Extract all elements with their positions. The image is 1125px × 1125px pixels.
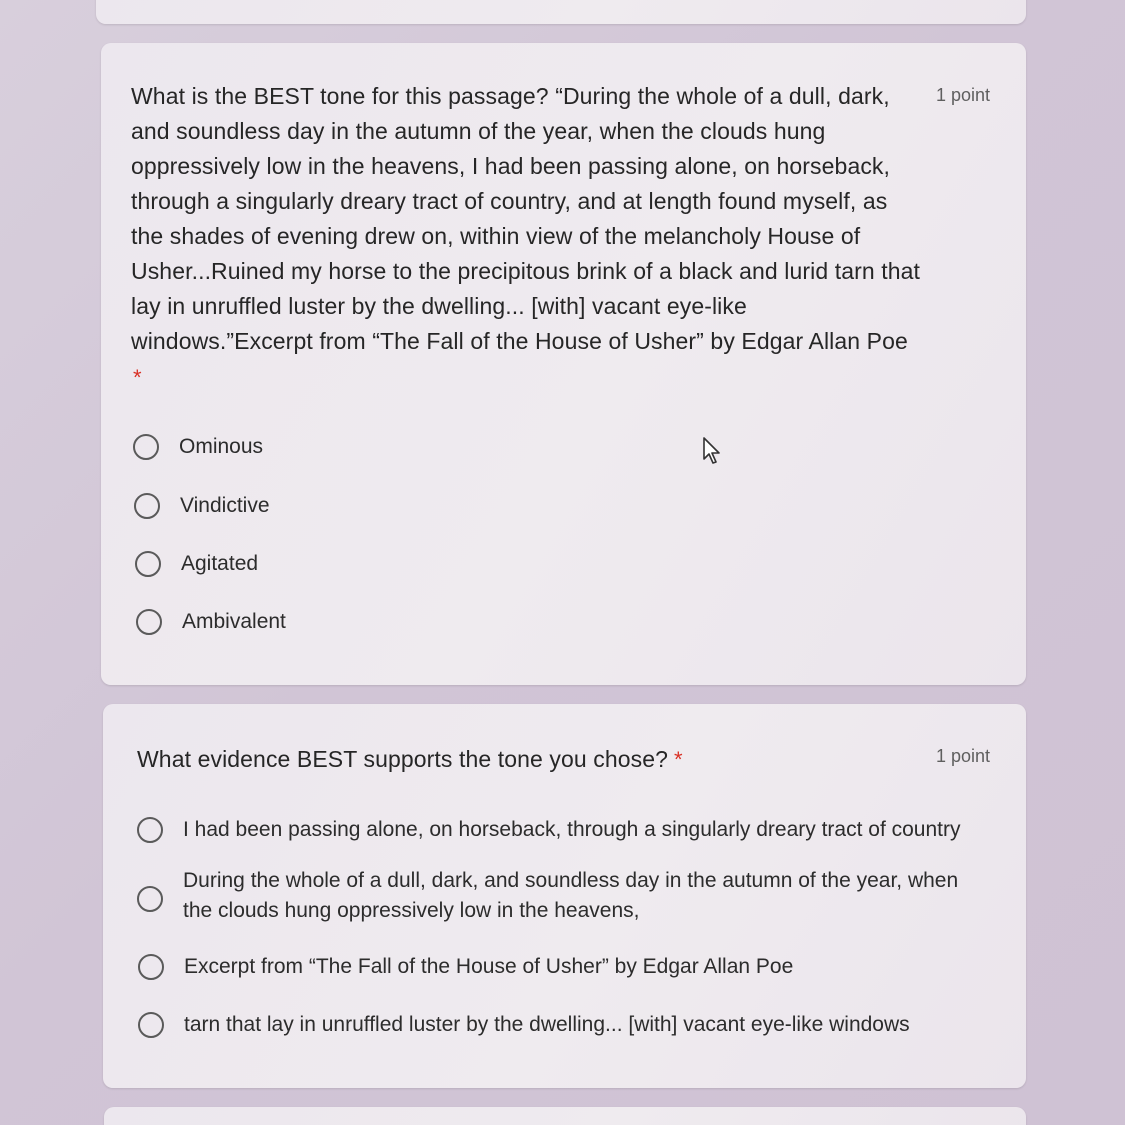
mouse-pointer-icon [703,437,723,465]
option-label: Ambivalent [182,610,286,633]
points-label: 1 point [935,746,990,766]
option-evidence-4[interactable] [138,1012,910,1040]
option-label: During the whole of a dull, dark, and soundless day in the autumn of the year, when the clouds hung oppressively low in the heavens, [183,869,959,922]
radio-unselected-icon[interactable] [134,493,160,519]
option-label: Agitated [181,552,259,575]
option-label: tarn that lay in unruffled luster by the dwelling... [with] vacant eye-like windows [184,1013,910,1036]
option-evidence-3[interactable] [138,954,793,982]
radio-unselected-icon[interactable] [138,954,164,980]
option-evidence-1[interactable] [137,817,960,845]
question-card-tone [101,43,1026,685]
option-label: I had been passing alone, on horseback, through a singularly dreary tract of country [183,818,961,841]
question-title-text: What evidence BEST supports the tone you chose? [137,746,669,772]
option-vindictive[interactable] [134,493,270,521]
radio-unselected-icon[interactable] [135,551,161,577]
option-ominous[interactable] [133,434,263,462]
radio-unselected-icon[interactable] [137,886,163,912]
points-label: 1 point [935,85,990,105]
previous-question-card [96,0,1026,24]
option-label: Vindictive [180,494,270,517]
radio-unselected-icon[interactable] [138,1012,164,1038]
radio-unselected-icon[interactable] [136,609,162,635]
option-label: Ominous [179,435,264,458]
option-evidence-2[interactable] [137,868,963,926]
required-asterisk: * [133,365,142,390]
radio-unselected-icon[interactable] [137,817,163,843]
required-asterisk: * [674,747,683,772]
question-title [137,742,917,777]
question-card-evidence [103,704,1026,1088]
next-question-card [104,1107,1026,1125]
option-agitated[interactable] [135,551,258,579]
option-ambivalent[interactable] [136,609,286,637]
option-label: Excerpt from “The Fall of the House of Usher” by Edgar Allan Poe [184,955,794,978]
radio-unselected-icon[interactable] [133,434,159,460]
question-title: What is the BEST tone for this passage? “During the whole of a dull, dark, and soundless day in the autumn of the year, when the clouds hung oppressively low in the heavens, I had been passing alone, on horseback, through a singularly dreary tract of country, and at length found myself, as the shades of evening drew on, within view of the melancholy House of Usher...Ruined my horse to the precipitous brink of a black and lurid tarn that lay in unruffled luster by the dwelling... [with] vacant eye-like windows.”Excerpt from “The Fall of the House of Usher” by Edgar Allan Poe [131,83,921,354]
